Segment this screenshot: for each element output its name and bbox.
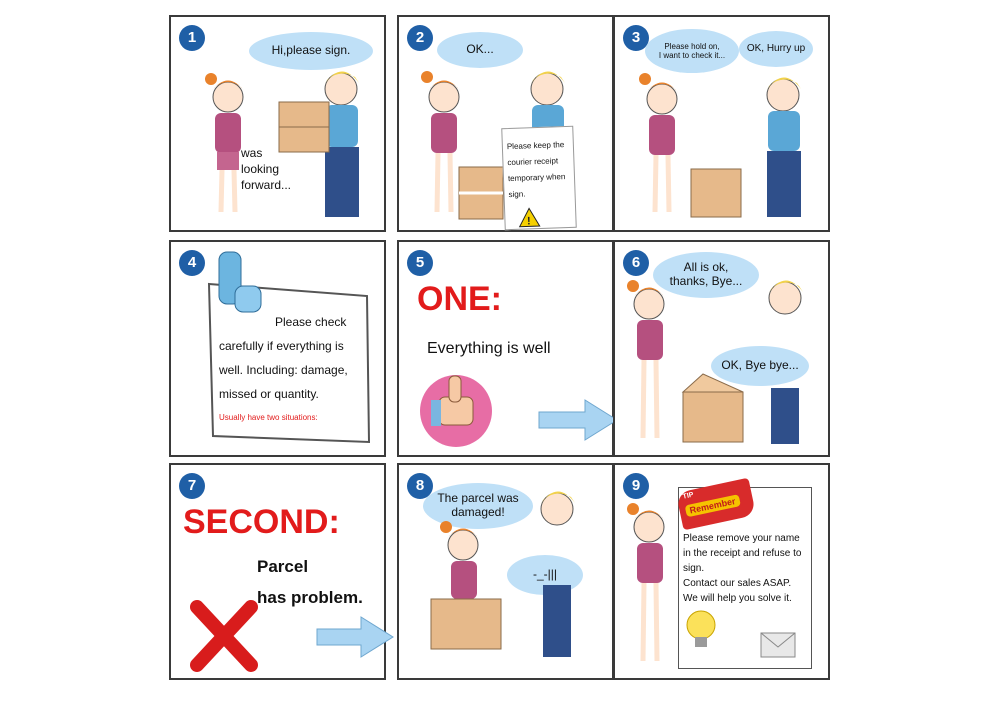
- speech-bubble: The parcel was damaged!: [423, 483, 533, 529]
- speech-bubble: All is ok, thanks, Bye...: [653, 252, 759, 298]
- panel-2: [397, 15, 614, 232]
- warning-icon: [502, 127, 575, 229]
- girl-and-courier-illustration: [615, 242, 832, 459]
- panel-number: 5: [407, 250, 433, 276]
- speech-bubble: OK, Hurry up: [739, 31, 813, 67]
- speech-bubble: OK, Bye bye...: [711, 346, 809, 386]
- panel-4: [169, 240, 386, 457]
- panel-5: [397, 240, 614, 457]
- girl-and-courier-illustration: [171, 17, 388, 234]
- panel-number: 7: [179, 473, 205, 499]
- receipt-note: Please keep the courier receipt temporary when sign. !: [501, 126, 577, 230]
- arrow-right-icon: [399, 242, 616, 459]
- panel-title: ONE:: [417, 280, 502, 318]
- girl-and-courier-illustration: [399, 465, 616, 682]
- tip-badge: TIP Remember: [676, 478, 756, 531]
- speech-bubble: Please hold on, I want to check it...: [645, 29, 739, 73]
- girl-and-courier-illustration: [615, 17, 832, 234]
- panel-title: SECOND:: [183, 503, 340, 541]
- panel-number: 1: [179, 25, 205, 51]
- instruction-note: Please check carefully if everything is well. Including: damage, missed or quantity. Usually have two situations:: [219, 315, 348, 422]
- envelope-icon: [615, 465, 832, 682]
- panel-number: 2: [407, 25, 433, 51]
- arrow-right-icon: [171, 465, 388, 682]
- panel-6: [613, 240, 830, 457]
- panel-subtitle: Parcel has problem.: [257, 557, 363, 607]
- panel-number: 8: [407, 473, 433, 499]
- panel-9: [613, 463, 830, 680]
- panel-8: [397, 463, 614, 680]
- panel-7: [169, 463, 386, 680]
- speech-bubble: -_-|||: [507, 555, 583, 595]
- panel-number: 9: [623, 473, 649, 499]
- panel-number: 4: [179, 250, 205, 276]
- panel-number: 6: [623, 250, 649, 276]
- bubble-text: Hi,please sign.: [271, 43, 351, 58]
- svg-text:!: !: [526, 215, 531, 228]
- caption: was looking forward...: [241, 146, 292, 192]
- speech-bubble: OK...: [437, 32, 523, 68]
- reminder-text: Please remove your name in the receipt and refuse to sign. Contact our sales ASAP. We will help you solve it.: [683, 533, 802, 604]
- panel-subtitle: Everything is well: [427, 340, 551, 357]
- panel-number: 3: [623, 25, 649, 51]
- panel-3: [613, 15, 830, 232]
- panel-1: [169, 15, 386, 232]
